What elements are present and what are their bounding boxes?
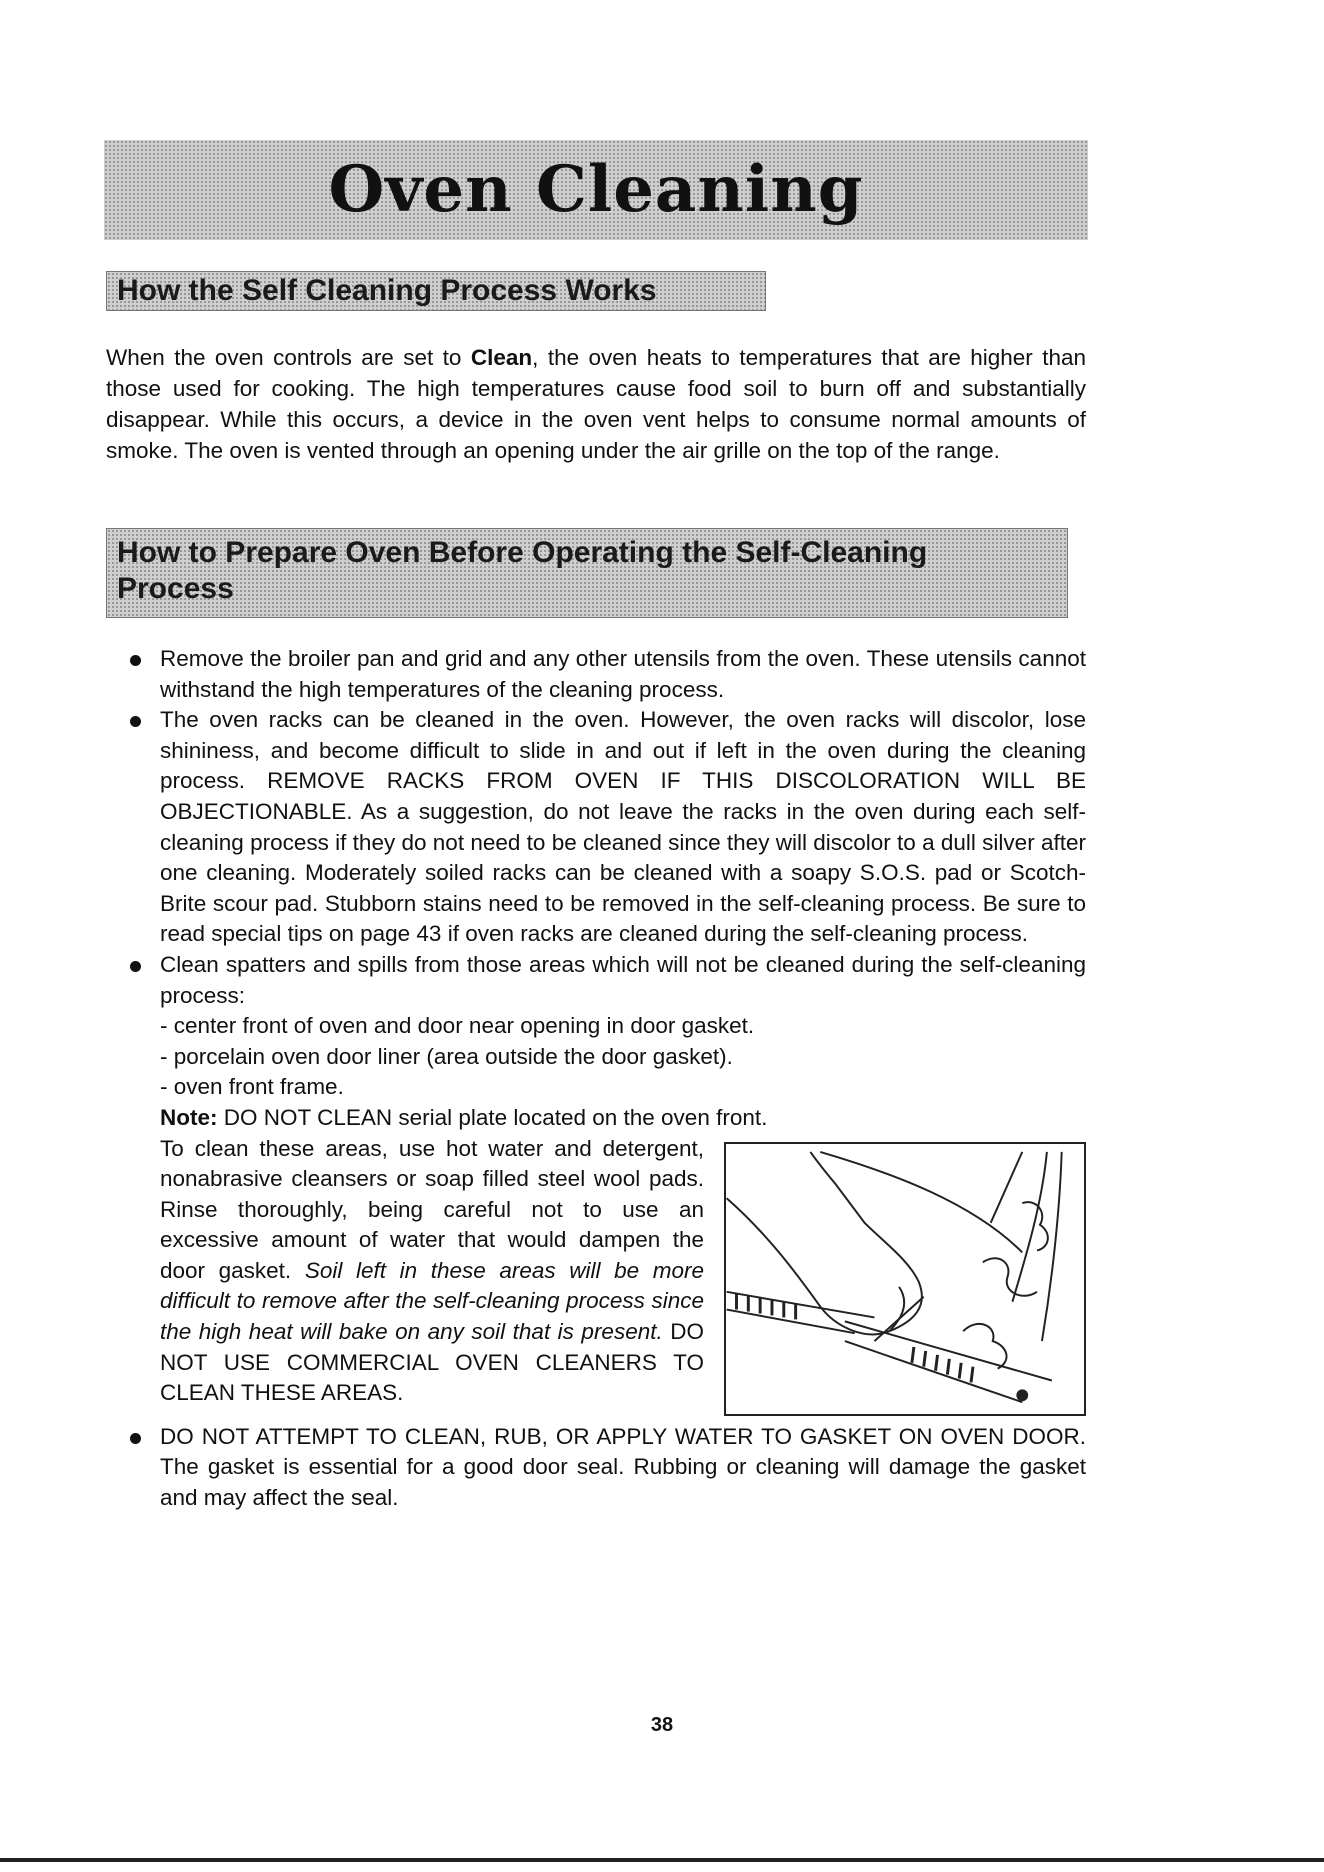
note-text: DO NOT CLEAN serial plate located on the oven front.	[217, 1104, 768, 1130]
list-item	[130, 705, 1086, 950]
list-item-text: Clean spatters and spills from those areas which will not be cleaned during the self-cleaning process:	[160, 951, 1086, 1008]
list-item	[130, 950, 1086, 1422]
title-banner	[104, 140, 1088, 240]
area-list	[160, 1011, 1086, 1103]
section-heading-prepare-oven	[106, 528, 1068, 618]
list-item-text: The oven racks can be cleaned in the oven. However, the oven racks will discolor, lose shininess, and become difficult to slide in and out if left in the oven during the cleaning process. REMOVE RACKS FROM OVEN IF THIS DISCOLORATION WILL BE OBJECTIONABLE. As a suggestion, do not leave the racks in the oven during each self-cleaning process if they do not need to be cleaned since they will discolor to a dull silver after one cleaning. Moderately soiled racks can be cleaned with a soapy S.O.S. pad or Scotch-Brite scour pad. Stubborn stains need to be removed in the self-cleaning process. Be sure to read special tips on page 43 if oven racks are cleaned during the self-cleaning process.	[160, 707, 1086, 947]
preparation-list	[130, 644, 1086, 1513]
cleaning-warning-italic: Soil left in these areas will be more difficult to remove after the self-cleaning process since the high heat will bake on any soil that is present.	[160, 1257, 705, 1345]
page-number: 38	[650, 1714, 674, 1736]
area-item: - porcelain oven door liner (area outside the door gasket).	[160, 1043, 733, 1069]
list-item-text: DO NOT ATTEMPT TO CLEAN, RUB, OR APPLY WATER TO GASKET ON OVEN DOOR. The gasket is essential for a good door seal. Rubbing or cleaning will damage the gasket and may affect the seal.	[160, 1423, 1086, 1510]
intro-text-bold: Clean	[470, 345, 533, 370]
area-item: - oven front frame.	[160, 1074, 344, 1100]
intro-text-start: When the oven controls are set to	[106, 345, 471, 370]
note-label: Note:	[160, 1104, 218, 1130]
section-heading-self-cleaning	[106, 271, 766, 311]
cleaning-instructions	[160, 1134, 1086, 1422]
list-item-text: Remove the broiler pan and grid and any other utensils from the oven. These utensils cannot withstand the high temperatures of the cleaning process.	[160, 646, 1086, 702]
cleaning-warning-caps: DO NOT USE COMMERCIAL OVEN CLEANERS TO CLEAN THESE AREAS.	[160, 1319, 704, 1406]
section-heading-line-2: Process	[117, 572, 234, 605]
section-heading-line-1: How to Prepare Oven Before Operating the Self-Cleaning	[117, 536, 928, 569]
intro-paragraph	[106, 342, 1086, 466]
bottom-rule	[0, 1858, 1324, 1862]
area-item: - center front of oven and door near opening in door gasket.	[160, 1013, 755, 1039]
list-item	[130, 1422, 1086, 1514]
list-item	[130, 644, 1086, 705]
note-line	[160, 1103, 1086, 1134]
illustration-hand-cleaning-oven-front	[724, 1142, 1086, 1416]
cleaning-text: To clean these areas, use hot water and detergent, nonabrasive cleansers or soap filled steel wool pads. Rinse thoroughly, being careful not to use an excessive amount of water that would dampen the door gasket.	[160, 1135, 704, 1283]
section-heading-text: How the Self Cleaning Process Works	[117, 274, 657, 307]
page-title: Oven Cleaning	[328, 152, 864, 227]
hand-wiping-icon	[726, 1144, 1084, 1414]
intro-text-end: , the oven heats to temperatures that are higher than those used for cooking. The high temperatures cause food soil to burn off and substantially disappear. While this occurs, a device in the oven vent helps to consume normal amounts of smoke. The oven is vented through an opening under the air grille on the top of the range.	[106, 345, 1087, 463]
